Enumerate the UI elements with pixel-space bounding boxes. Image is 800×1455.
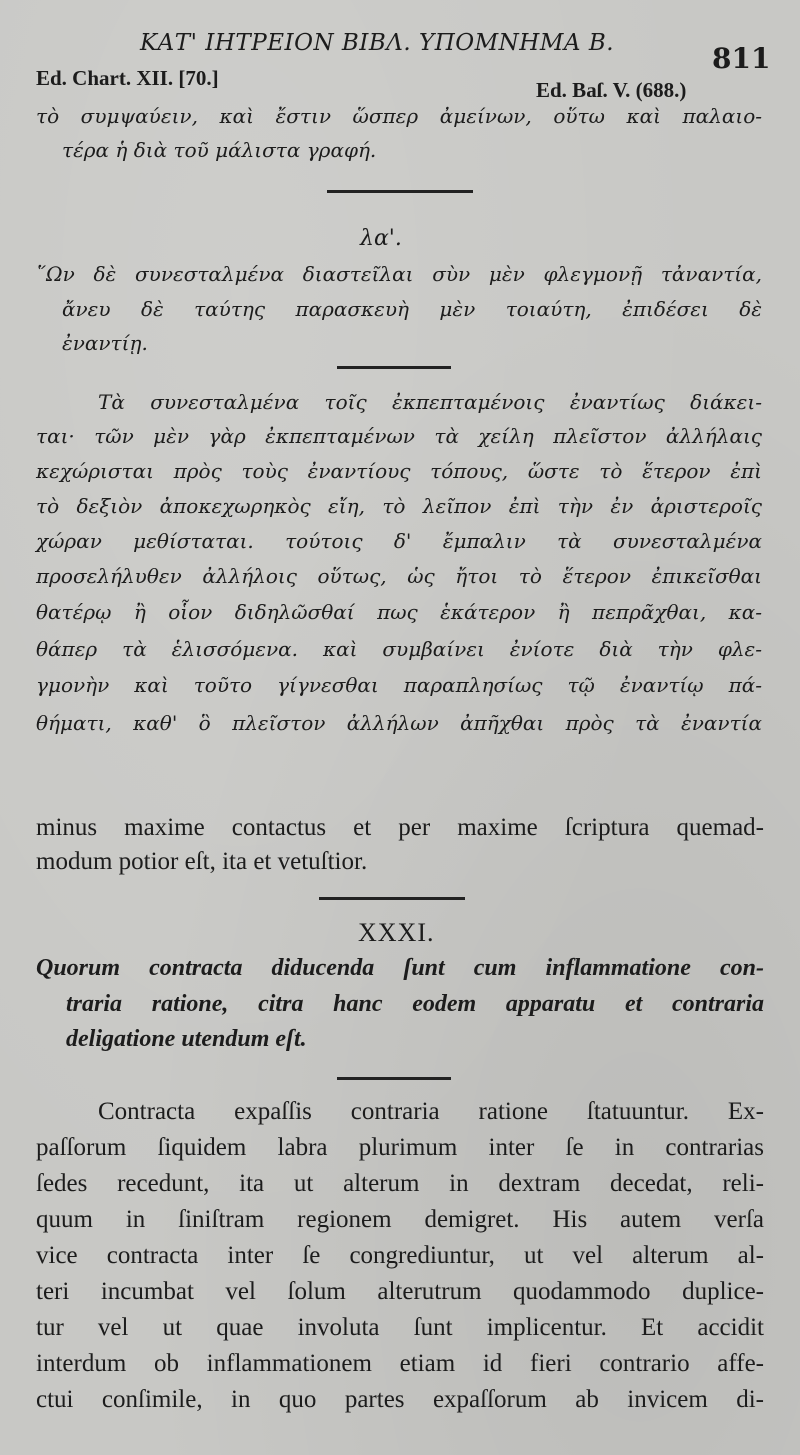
greek-commentary-line: θατέρῳ ἢ οἷον διδηλῶσθαί πως ἑκάτερον ἢ πεπρᾶχθαι, κα-	[36, 600, 762, 624]
section-divider	[319, 897, 465, 900]
section-divider	[337, 366, 451, 369]
latin-commentary-line: vice contracta inter ſe congrediuntur, ut vel alterum al-	[36, 1242, 764, 1269]
edition-reference-basel: Ed. Baſ. V. (688.)	[536, 78, 687, 102]
greek-intro-line: τὸ συμψαύειν, καὶ ἔστιν ὥσπερ ἀμείνων, οὕτω καὶ παλαιο-	[36, 104, 762, 128]
latin-section-number: XXXI.	[358, 918, 435, 947]
greek-commentary-line: γμονὴν καὶ τοῦτο γίγνεσθαι παραπλησίως τῷ ἐναντίῳ πά-	[36, 673, 762, 697]
latin-commentary-line: quum in ſiniſtram regionem demigret. His autem verſa	[36, 1206, 764, 1233]
greek-lemma-line: ἄνευ δὲ ταύτης παρασκευὴ μὲν τοιαύτη, ἐπιδέσει δὲ	[62, 297, 762, 321]
latin-commentary-line: ſedes recedunt, ita ut alterum in dextram decedat, reli-	[36, 1170, 764, 1197]
latin-lemma-line: deligatione utendum eſt.	[66, 1026, 307, 1052]
latin-commentary-line: Contracta expaſſis contraria ratione ſtatuuntur. Ex-	[98, 1098, 764, 1125]
greek-section-number: λα'.	[360, 226, 402, 251]
greek-commentary-line: τὸ δεξιὸν ἀποκεχωρηκὸς εἴη, τὸ λεῖπον ἐπὶ τὴν ἐν ἀριστεροῖς	[36, 494, 762, 518]
greek-commentary-line: κεχώρισται πρὸς τοὺς ἐναντίους τόπους, ὥστε τὸ ἕτερον ἐπὶ	[36, 459, 762, 483]
edition-reference-chartier: Ed. Chart. XII. [70.]	[36, 66, 219, 90]
greek-lemma-line: ἐναντίῃ.	[62, 331, 148, 355]
latin-intro-line: minus maxime contactus et per maxime ſcriptura quemad-	[36, 814, 764, 841]
greek-lemma-line: ῞Ων δὲ συνεσταλμένα διαστεῖλαι σὺν μὲν φλεγμονῇ τἀναντία,	[36, 262, 762, 286]
page-number: 811	[712, 42, 771, 75]
greek-commentary-line: προσελήλυθεν ἀλλήλοις οὕτως, ὡς ἤτοι τὸ ἕτερον ἐπικεῖσθαι	[36, 564, 762, 588]
latin-lemma-line: traria ratione, citra hanc eodem apparatu et contraria	[66, 991, 764, 1017]
latin-commentary-line: teri incumbat vel ſolum alterutrum quodammodo duplice-	[36, 1278, 764, 1305]
section-divider	[337, 1077, 451, 1080]
greek-commentary-line: χώραν μεθίσταται. τούτοις δ' ἔμπαλιν τὰ συνεσταλμένα	[36, 529, 762, 553]
latin-lemma-line: Quorum contracta diducenda ſunt cum inflammatione con-	[36, 955, 764, 981]
greek-commentary-line: θάπερ τὰ ἑλισσόμενα. καὶ συμβαίνει ἐνίοτε διὰ τὴν φλε-	[36, 637, 762, 661]
greek-commentary-line: θήματι, καθ' ὃ πλεῖστον ἀλλήλων ἀπῆχθαι πρὸς τὰ ἐναντία	[36, 711, 762, 735]
latin-commentary-line: ctui conſimile, in quo partes expaſſorum ab invicem di-	[36, 1386, 764, 1413]
latin-intro-line: modum potior eſt, ita et vetuſtior.	[36, 848, 368, 875]
latin-commentary-line: interdum ob inflammationem etiam id fieri contrario affe-	[36, 1350, 764, 1377]
latin-commentary-line: tur vel ut quae involuta ſunt implicentur. Et accidit	[36, 1314, 764, 1341]
section-divider	[327, 190, 473, 193]
greek-commentary-line: ται· τῶν μὲν γὰρ ἐκπεπταμένων τὰ χείλη πλεῖστον ἀλλήλαις	[36, 424, 762, 448]
greek-intro-line: τέρα ἡ διὰ τοῦ μάλιστα γραφή.	[62, 138, 377, 162]
latin-commentary-line: paſſorum ſiquidem labra plurimum inter ſe in contrarias	[36, 1134, 764, 1161]
greek-commentary-line: Τὰ συνεσταλμένα τοῖς ἐκπεπταμένοις ἐναντίως διάκει-	[98, 390, 762, 414]
running-head: ΚΑΤ' ΙΗΤΡΕΙΟΝ ΒΙΒΛ. ΥΠΟΜΝΗΜΑ Β.	[140, 30, 615, 56]
